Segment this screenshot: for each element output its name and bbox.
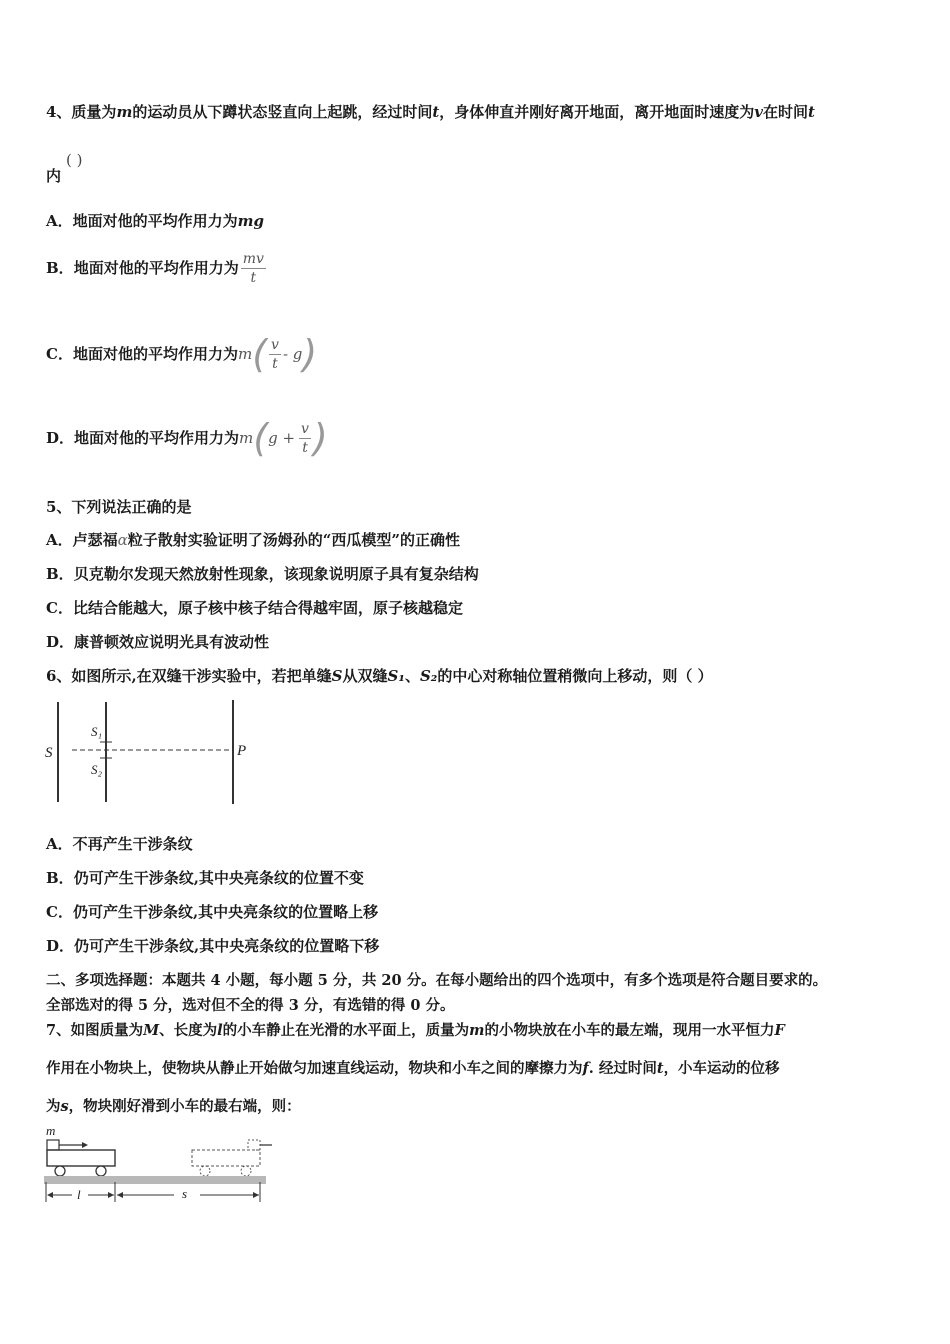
- var-s: s: [60, 1098, 69, 1115]
- option-text-pre: 卢瑟福: [72, 531, 118, 549]
- option-text: 比结合能越大，原子核中核子结合得越牢固，原子核越稳定: [72, 599, 463, 617]
- q4-stem-prefix: 4、质量为: [46, 103, 117, 121]
- var-v: v: [754, 103, 763, 121]
- label-P: P: [237, 743, 247, 759]
- section2-line2: 全部选对的得 5 分，选对但不全的得 3 分，有选错的得 0 分。: [46, 997, 455, 1014]
- q4-stem-mid1: 的运动员从下蹲状态竖直向上起跳，经过时间: [132, 103, 433, 121]
- ground: [44, 1176, 266, 1184]
- var-S2: S₂: [419, 667, 438, 685]
- block-final: [248, 1140, 260, 1150]
- q7-text: 7、如图质量为: [46, 1022, 144, 1039]
- option-label: A．: [46, 212, 73, 230]
- q4-stem-line1: [46, 102, 815, 122]
- var-F: F: [774, 1022, 785, 1039]
- label-S1: S₁: [91, 724, 103, 739]
- option-label: B．: [46, 869, 74, 887]
- option-text: 地面对他的平均作用力为: [74, 429, 240, 447]
- q6-stem-pre: 6、如图所示,在双缝干涉实验中，若把单缝: [46, 667, 332, 685]
- section2-line1: 二、多项选择题：本题共 4 小题，每小题 5 分，共 20 分。在每小题给出的四个选项中，有多个选项是符合题目要求的。: [46, 972, 828, 989]
- q6-stem: [46, 666, 713, 686]
- var-S: S: [331, 667, 343, 685]
- label-m: m: [46, 1123, 56, 1138]
- q7-text: 、长度为: [159, 1022, 218, 1039]
- cart-final: [192, 1150, 260, 1166]
- alpha-symbol: α: [117, 531, 128, 549]
- var-t: t: [656, 1060, 664, 1077]
- option-text: 地面对他的平均作用力为: [73, 259, 239, 277]
- option-label: C．: [46, 903, 73, 921]
- formula-m: m: [237, 345, 253, 363]
- option-text: 仍可产生干涉条纹,其中央亮条纹的位置略上移: [72, 903, 379, 921]
- formula-m: m: [239, 429, 254, 447]
- wheel-icon: [96, 1166, 106, 1176]
- formula-tail: - g: [282, 345, 303, 363]
- fraction-numerator: v: [271, 336, 279, 353]
- wheel-icon: [241, 1166, 251, 1176]
- dim-arrowhead: [117, 1192, 123, 1198]
- q6-option-b: [46, 868, 364, 888]
- q7-text: ，物块刚好滑到小车的最右端，则：: [68, 1098, 301, 1115]
- q4-stem-mid3: 在时间: [763, 103, 809, 121]
- fraction-numerator: v: [301, 420, 309, 437]
- q4-answer-blank: ( ): [66, 151, 83, 169]
- q5-stem: 5、下列说法正确的是: [46, 498, 192, 516]
- q4-stem-end: 内: [46, 167, 62, 185]
- var-l: l: [217, 1022, 223, 1039]
- dim-arrowhead: [108, 1192, 114, 1198]
- label-s: s: [182, 1186, 188, 1201]
- q7-line2: [46, 1059, 780, 1079]
- var-t2: t: [808, 103, 815, 121]
- option-label: D．: [46, 633, 75, 651]
- q6-option-c: [46, 902, 378, 922]
- fraction-denominator: t: [272, 355, 278, 372]
- option-text: 贝克勒尔发现天然放射性现象，该现象说明原子具有复杂结构: [73, 565, 479, 583]
- formula-c: m ( $\frac{v}{t}$ - g ): [237, 332, 318, 376]
- double-slit-diagram: [44, 696, 254, 808]
- var-M: M: [143, 1022, 160, 1039]
- q7-text: 作用在小物块上，使物块从静止开始做匀加速直线运动，物块和小车之间的摩擦力为: [46, 1060, 583, 1077]
- option-text: 不再产生干涉条纹: [72, 835, 193, 853]
- var-m: m: [469, 1022, 485, 1039]
- fraction-denominator: t: [302, 439, 308, 456]
- option-label: D．: [46, 429, 75, 447]
- dim-arrowhead: [47, 1192, 53, 1198]
- var-S1: S₁: [387, 667, 405, 685]
- q6-option-a: [46, 834, 193, 854]
- q4-option-d: [46, 414, 328, 462]
- label-S2: S₂: [91, 762, 103, 777]
- option-label: D．: [46, 937, 75, 955]
- option-label: B．: [46, 565, 74, 583]
- option-label: A．: [46, 531, 73, 549]
- var-m: m: [116, 103, 133, 121]
- option-formula: mg: [237, 212, 265, 230]
- q6-stem-mid: 从双缝: [342, 667, 388, 685]
- q7-text: . 经过时间: [588, 1060, 657, 1077]
- wheel-icon: [55, 1166, 65, 1176]
- option-text: 康普顿效应说明光具有波动性: [74, 633, 270, 651]
- q4-option-b: [46, 248, 268, 288]
- q5-option-c: [46, 598, 463, 618]
- q7-line1: [46, 1021, 785, 1041]
- q5-option-a: [46, 530, 460, 550]
- dim-arrowhead: [253, 1192, 259, 1198]
- fraction-mv-over-t: [241, 250, 266, 287]
- var-t: t: [432, 103, 440, 121]
- var-f: f: [582, 1060, 589, 1077]
- force-arrowhead-initial: [82, 1142, 88, 1148]
- formula-d: m ( g + $\frac{v}{t}$ ): [239, 416, 328, 460]
- option-label: C．: [46, 599, 73, 617]
- q7-text: ，小车运动的位移: [663, 1060, 780, 1077]
- option-label: C．: [46, 345, 73, 363]
- option-text: 仍可产生干涉条纹,其中央亮条纹的位置略下移: [74, 937, 380, 955]
- q6-sep: 、: [404, 667, 420, 685]
- q5-option-b: [46, 564, 479, 584]
- option-label: B．: [46, 259, 74, 277]
- q6-option-d: [46, 936, 379, 956]
- option-text: 地面对他的平均作用力为: [72, 345, 238, 363]
- option-text: 仍可产生干涉条纹,其中央亮条纹的位置不变: [73, 869, 364, 887]
- q7-text: 的小物块放在小车的最左端，现用一水平恒力: [484, 1022, 775, 1039]
- q4-option-c: [46, 330, 317, 378]
- q5-option-d: [46, 632, 269, 652]
- label-S: S: [45, 745, 53, 761]
- fraction-numerator: mv: [242, 250, 264, 267]
- option-label: A．: [46, 835, 73, 853]
- q7-text: 的小车静止在光滑的水平面上，质量为: [222, 1022, 470, 1039]
- q6-stem-post: 的中心对称轴位置稍微向上移动，则（ ）: [437, 667, 713, 685]
- q7-text: 为: [46, 1098, 61, 1115]
- option-text: 地面对他的平均作用力为: [72, 212, 238, 230]
- fraction-denominator: t: [250, 269, 257, 286]
- block-initial: [47, 1140, 59, 1150]
- option-text-post: 粒子散射实验证明了汤姆孙的“西瓜模型”的正确性: [127, 531, 461, 549]
- q4-stem-mid2: ，身体伸直并刚好离开地面，离开地面时速度为: [439, 103, 755, 121]
- cart-diagram: [42, 1122, 272, 1208]
- wheel-icon: [200, 1166, 210, 1176]
- cart-initial: [47, 1150, 115, 1166]
- q7-line3: [46, 1097, 301, 1117]
- q4-option-a: [46, 211, 264, 231]
- label-l: l: [77, 1187, 81, 1202]
- formula-head: g +: [268, 429, 296, 447]
